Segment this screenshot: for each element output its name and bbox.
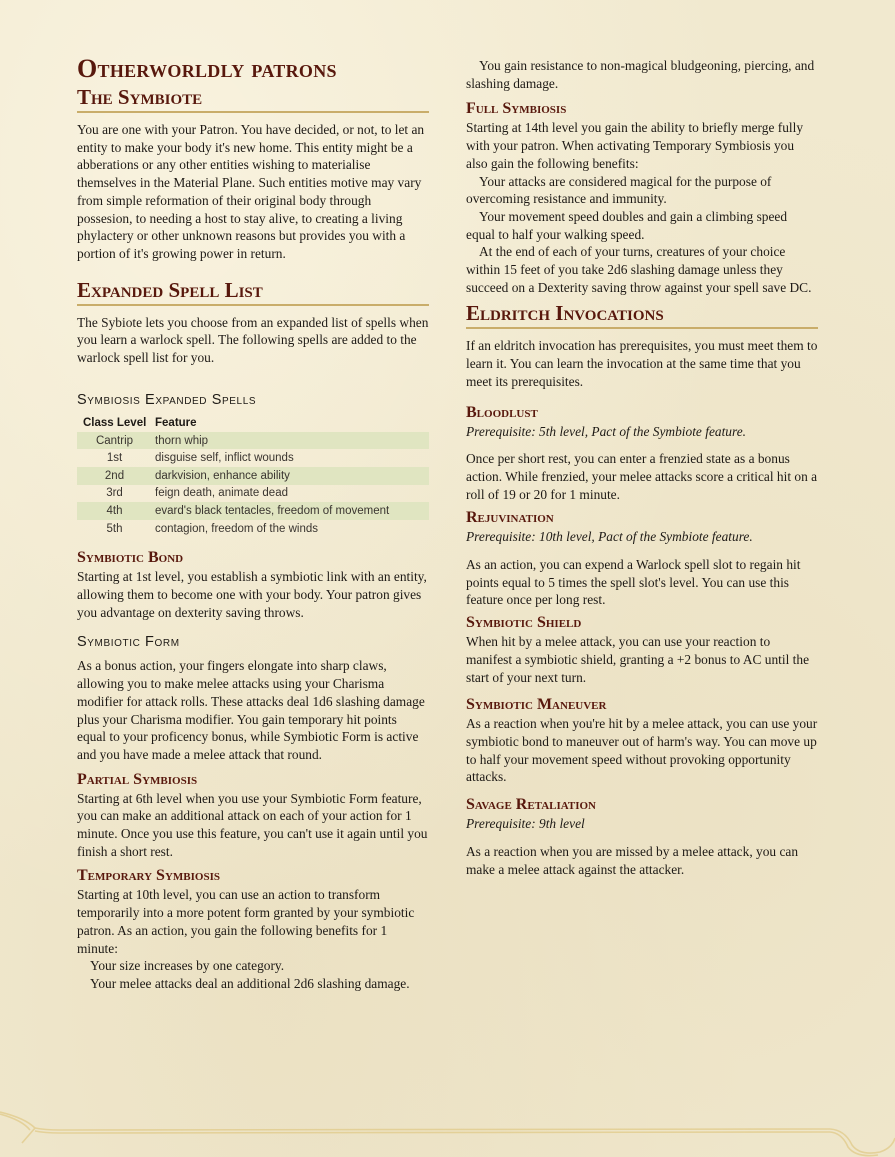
symbiote-description: You are one with your Patron. You have decided, or not, to let an entity to make your body it's new home. This entity might be a abberations or any other entities wishing to materialise themselves in the Material Plane. Such entities motive may vary from simple reformation of their original body through possesion, to needing a host to stay alive, to creating a living phylactery or other unknown reasons but provides you with a portion of it's growing power in return. bbox=[77, 122, 425, 261]
full-symbiosis-benefit-1: Your attacks are considered magical for the purpose of overcoming resistance and immunity. bbox=[466, 173, 772, 207]
invocation-heading-symbiotic-maneuver: Symbiotic Maneuver bbox=[466, 696, 607, 714]
footer-border-ornament bbox=[0, 1100, 895, 1157]
rejuvination-prerequisite: Prerequisite: 10th level, Pact of the Symbiote feature. bbox=[466, 529, 753, 545]
temporary-symbiosis-benefit-1: Your size increases by one category. bbox=[90, 958, 285, 974]
right-column bbox=[466, 57, 818, 878]
cell-level: 2nd bbox=[77, 467, 152, 485]
cell-feature: feign death, animate dead bbox=[155, 487, 288, 500]
feature-heading-full-symbiosis: Full Symbiosis bbox=[466, 100, 567, 118]
column-header-class-level: Class Level bbox=[83, 417, 147, 430]
section-heading-the-symbiote: The Symbiote bbox=[77, 84, 429, 113]
temporary-symbiosis-benefit-2: Your melee attacks deal an additional 2d6 slashing damage. bbox=[90, 975, 410, 991]
table-row bbox=[77, 502, 429, 520]
temporary-symbiosis-description: Starting at 10th level, you can use an action to transform temporarily into a more potent form granted by your symbiotic patron. As an action, you gain the following benefits for 1 minute: bbox=[77, 887, 415, 956]
invocation-heading-rejuvination: Rejuvination bbox=[466, 509, 554, 527]
cell-level: Cantrip bbox=[77, 432, 152, 450]
section-heading-expanded-spell-list: Expanded Spell List bbox=[77, 277, 429, 306]
savage-retaliation-description: As a reaction when you are missed by a melee attack, you can make a melee attack against the attacker. bbox=[466, 843, 799, 877]
full-symbiosis-benefit-3: At the end of each of your turns, creatures of your choice within 15 feet of you take 2d6 slashing damage unless they succeed on a Dexterity saving throw against your spell save DC. bbox=[466, 244, 812, 295]
table-row bbox=[77, 485, 429, 503]
bloodlust-description: Once per short rest, you can enter a frenzied state as a bonus action. While frenzied, your melee attacks score a critical hit on a roll of 19 or 20 for 1 minute. bbox=[466, 451, 818, 502]
column-header-feature: Feature bbox=[155, 417, 197, 430]
cell-feature: contagion, freedom of the winds bbox=[155, 522, 319, 535]
symbiotic-form-description: As a bonus action, your fingers elongate into sharp claws, allowing you to make melee attacks using your Charisma modifier for attack rolls. These attacks deal 1d6 slashing damage plus your Charisma modifier. You gain temporary hit points equal to your proficency bonus, while Symbiotic Form is active and you have made a melee attack that round. bbox=[77, 658, 425, 762]
feature-heading-partial-symbiosis: Partial Symbiosis bbox=[77, 770, 198, 788]
cell-feature: disguise self, inflict wounds bbox=[155, 452, 294, 465]
table-row bbox=[77, 520, 429, 538]
eldritch-invocations-description: If an eldritch invocation has prerequisites, you must meet them to learn it. You can learn the invocation at the same time that you meet its prerequisites. bbox=[466, 338, 818, 389]
symbiotic-bond-description: Starting at 1st level, you establish a symbiotic link with an entity, allowing them to become one with your body. Your patron gives you advantage on dexterity saving throws. bbox=[77, 569, 427, 620]
feature-heading-symbiotic-form: Symbiotic Form bbox=[77, 634, 180, 651]
savage-retaliation-prerequisite: Prerequisite: 9th level bbox=[466, 816, 585, 832]
symbiotic-shield-description: When hit by a melee attack, you can use your reaction to manifest a symbiotic shield, granting a +2 bonus to AC until the start of your next turn. bbox=[466, 634, 810, 685]
section-heading-eldritch-invocations: Eldritch Invocations bbox=[466, 300, 818, 329]
spells-table bbox=[77, 415, 429, 538]
cell-feature: darkvision, enhance ability bbox=[152, 467, 429, 485]
invocation-heading-bloodlust: Bloodlust bbox=[466, 403, 538, 421]
spells-table-title: Symbiosis Expanded Spells bbox=[77, 391, 257, 408]
bloodlust-prerequisite: Prerequisite: 5th level, Pact of the Symbiote feature. bbox=[466, 423, 746, 439]
page-title: Otherworldly patrons bbox=[77, 54, 337, 83]
feature-heading-temporary-symbiosis: Temporary Symbiosis bbox=[77, 867, 220, 885]
temporary-symbiosis-benefit-3: You gain resistance to non-magical bludgeoning, piercing, and slashing damage. bbox=[466, 58, 815, 91]
table-row bbox=[77, 432, 429, 450]
table-row bbox=[77, 449, 429, 467]
cell-level: 1st bbox=[106, 452, 123, 465]
table-header-row bbox=[77, 415, 429, 432]
rejuvination-description: As an action, you can expend a Warlock spell slot to regain hit points equal to 5 times the spell slot's level. You can use this feature once per long rest. bbox=[466, 557, 801, 608]
feature-heading-symbiotic-bond: Symbiotic Bond bbox=[77, 549, 184, 567]
invocation-heading-symbiotic-shield: Symbiotic Shield bbox=[466, 614, 582, 632]
partial-symbiosis-description: Starting at 6th level when you use your Symbiotic Form feature, you can make an additional attack on each of your action for 1 minute. Once you use this feature, you can't use it again until you finish a short rest. bbox=[77, 790, 428, 859]
left-column bbox=[77, 54, 429, 993]
invocation-heading-savage-retaliation: Savage Retaliation bbox=[466, 796, 597, 814]
full-symbiosis-description: Starting at 14th level you gain the ability to briefly merge fully with your patron. When activating Temporary Symbiosis you also gain the following benefits: bbox=[466, 120, 804, 171]
table-row bbox=[77, 467, 429, 485]
cell-feature: evard's black tentacles, freedom of movement bbox=[152, 502, 429, 520]
full-symbiosis-benefit-2: Your movement speed doubles and gain a climbing speed equal to half your walking speed. bbox=[466, 208, 788, 242]
symbiotic-maneuver-description: As a reaction when you're hit by a melee attack, you can use your symbiotic bond to maneuver out of harm's way. You can move up to half your movement speed without provoking opportunity attacks. bbox=[466, 716, 818, 785]
cell-level: 5th bbox=[106, 522, 123, 535]
cell-feature: thorn whip bbox=[152, 432, 429, 450]
cell-level: 4th bbox=[77, 502, 152, 520]
cell-level: 3rd bbox=[106, 487, 123, 500]
expanded-spell-list-description: The Sybiote lets you choose from an expanded list of spells when you learn a warlock spell. The following spells are added to the warlock spell list for you. bbox=[77, 314, 429, 366]
